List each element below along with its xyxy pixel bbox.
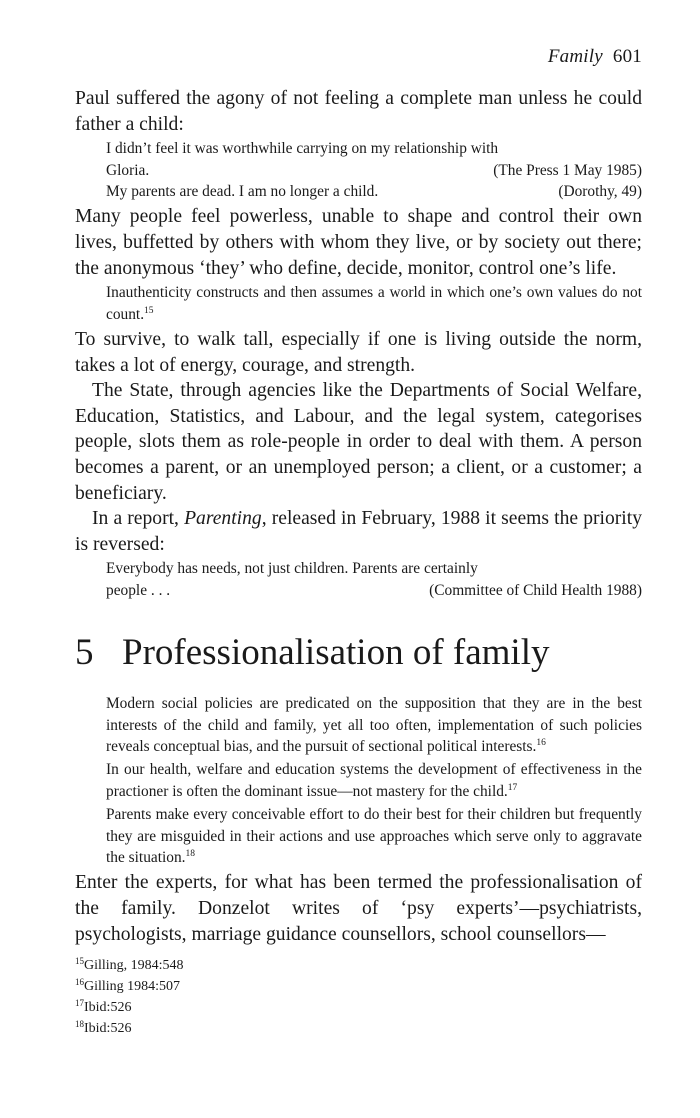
page-number: 601 [612,46,642,67]
footnote-17-marker: 17 [75,998,84,1009]
footnote-15-marker: 15 [75,956,84,967]
quote-committee-line [106,580,642,601]
paragraph-survive: To survive, to walk tall, especially if one is living outside the norm, takes a lot of energy, courage, and strength. [75,329,642,376]
quote-committee-text: Everybody has needs, not just children. Parents are certainly [106,560,478,578]
quote-gloria-source: (The Press 1 May 1985) [493,161,642,179]
quote-parents-effort-text: Parents make every conceivable effort to do their best for their children but frequently they are misguided in their actions and use approaches which serve only to aggravate the situation. [106,806,642,866]
paragraph-state: The State, through agencies like the Departments of Social Welfare, Education, Statistics, and Labour, and the legal system, categorises people, slots them as role-people in order to deal with them. A person becomes a parent, or an unemployed person; a client, or a customer; a beneficiary. [75,380,642,504]
quote-gloria-line [106,160,642,181]
paragraph-report-before: In a report, [92,508,185,530]
footnote-ref-15: 15 [144,305,154,316]
footnote-18-marker: 18 [75,1019,84,1030]
paragraph-powerless: Many people feel powerless, unable to shape and control their own lives, buffetted by others with whom they live, or by society out there; the anonymous ‘they’ who define, decide, monitor, control one’s life. [75,206,642,279]
section-title: Professionalisation of family [122,632,550,674]
footnote-18 [75,1018,642,1039]
running-head-title: Family [547,46,603,67]
footnote-17-text: Ibid:526 [84,1000,132,1016]
quote-gloria-text: I didn’t feel it was worthwhile carrying on my relationship with [106,140,499,158]
quote-inauthenticity-text: Inauthenticity constructs and then assumes a world in which one’s own values do not count. [106,284,642,323]
paragraph-report-after: , released in February, 1988 it seems the priority is reversed: [75,508,642,555]
paragraph-paul: Paul suffered the agony of not feeling a complete man unless he could father a child: [75,88,642,135]
quote-dorothy [106,181,642,202]
quote-gloria-line2: Gloria. [106,161,150,179]
quote-social-policies-text: Modern social policies are predicated on the supposition that they are in the best interests of the child and family, yet all too often, implementation of such policies reveals conceptual bias, and the pursuit of sectional political interests. [106,695,642,755]
quote-inauthenticity [106,282,642,325]
footnote-15 [75,955,642,976]
paragraph-report [75,506,642,557]
quote-gloria [106,138,642,202]
section-number: 5 [75,632,94,674]
quote-social-policies [106,693,642,757]
report-title-parenting: Parenting [184,508,262,530]
footnote-16-marker: 16 [75,977,84,988]
footnote-16 [75,976,642,997]
footnote-ref-18: 18 [185,849,196,859]
section-heading [75,631,642,675]
footnotes [75,955,642,1039]
footnote-ref-17: 17 [507,782,518,793]
page-body [75,86,642,1039]
footnote-18-text: Ibid:526 [84,1021,132,1037]
quote-committee-line2: people . . . [106,581,171,599]
quote-committee [106,558,642,601]
quote-parents-effort [106,804,642,868]
paragraph-experts: Enter the experts, for what has been termed the professionalisation of the family. Donzelot writes of ‘psy experts’—psychiatrists, psychologists, marriage guidance counsellors, school counsellors— [75,872,642,945]
running-head [548,46,642,68]
quote-committee-source: (Committee of Child Health 1988) [429,581,642,599]
quote-dorothy-text: My parents are dead. I am no longer a child. [106,183,379,200]
footnote-17 [75,997,642,1018]
footnote-ref-16: 16 [536,737,546,748]
quote-dorothy-source: (Dorothy, 49) [558,183,642,200]
footnote-16-text: Gilling 1984:507 [84,979,181,995]
quote-health-welfare [106,759,642,802]
quote-health-welfare-text: In our health, welfare and education systems the development of effectiveness in the practioner is often the dominant issue—not mastery for the child. [106,761,642,800]
footnote-15-text: Gilling, 1984:548 [84,958,184,974]
